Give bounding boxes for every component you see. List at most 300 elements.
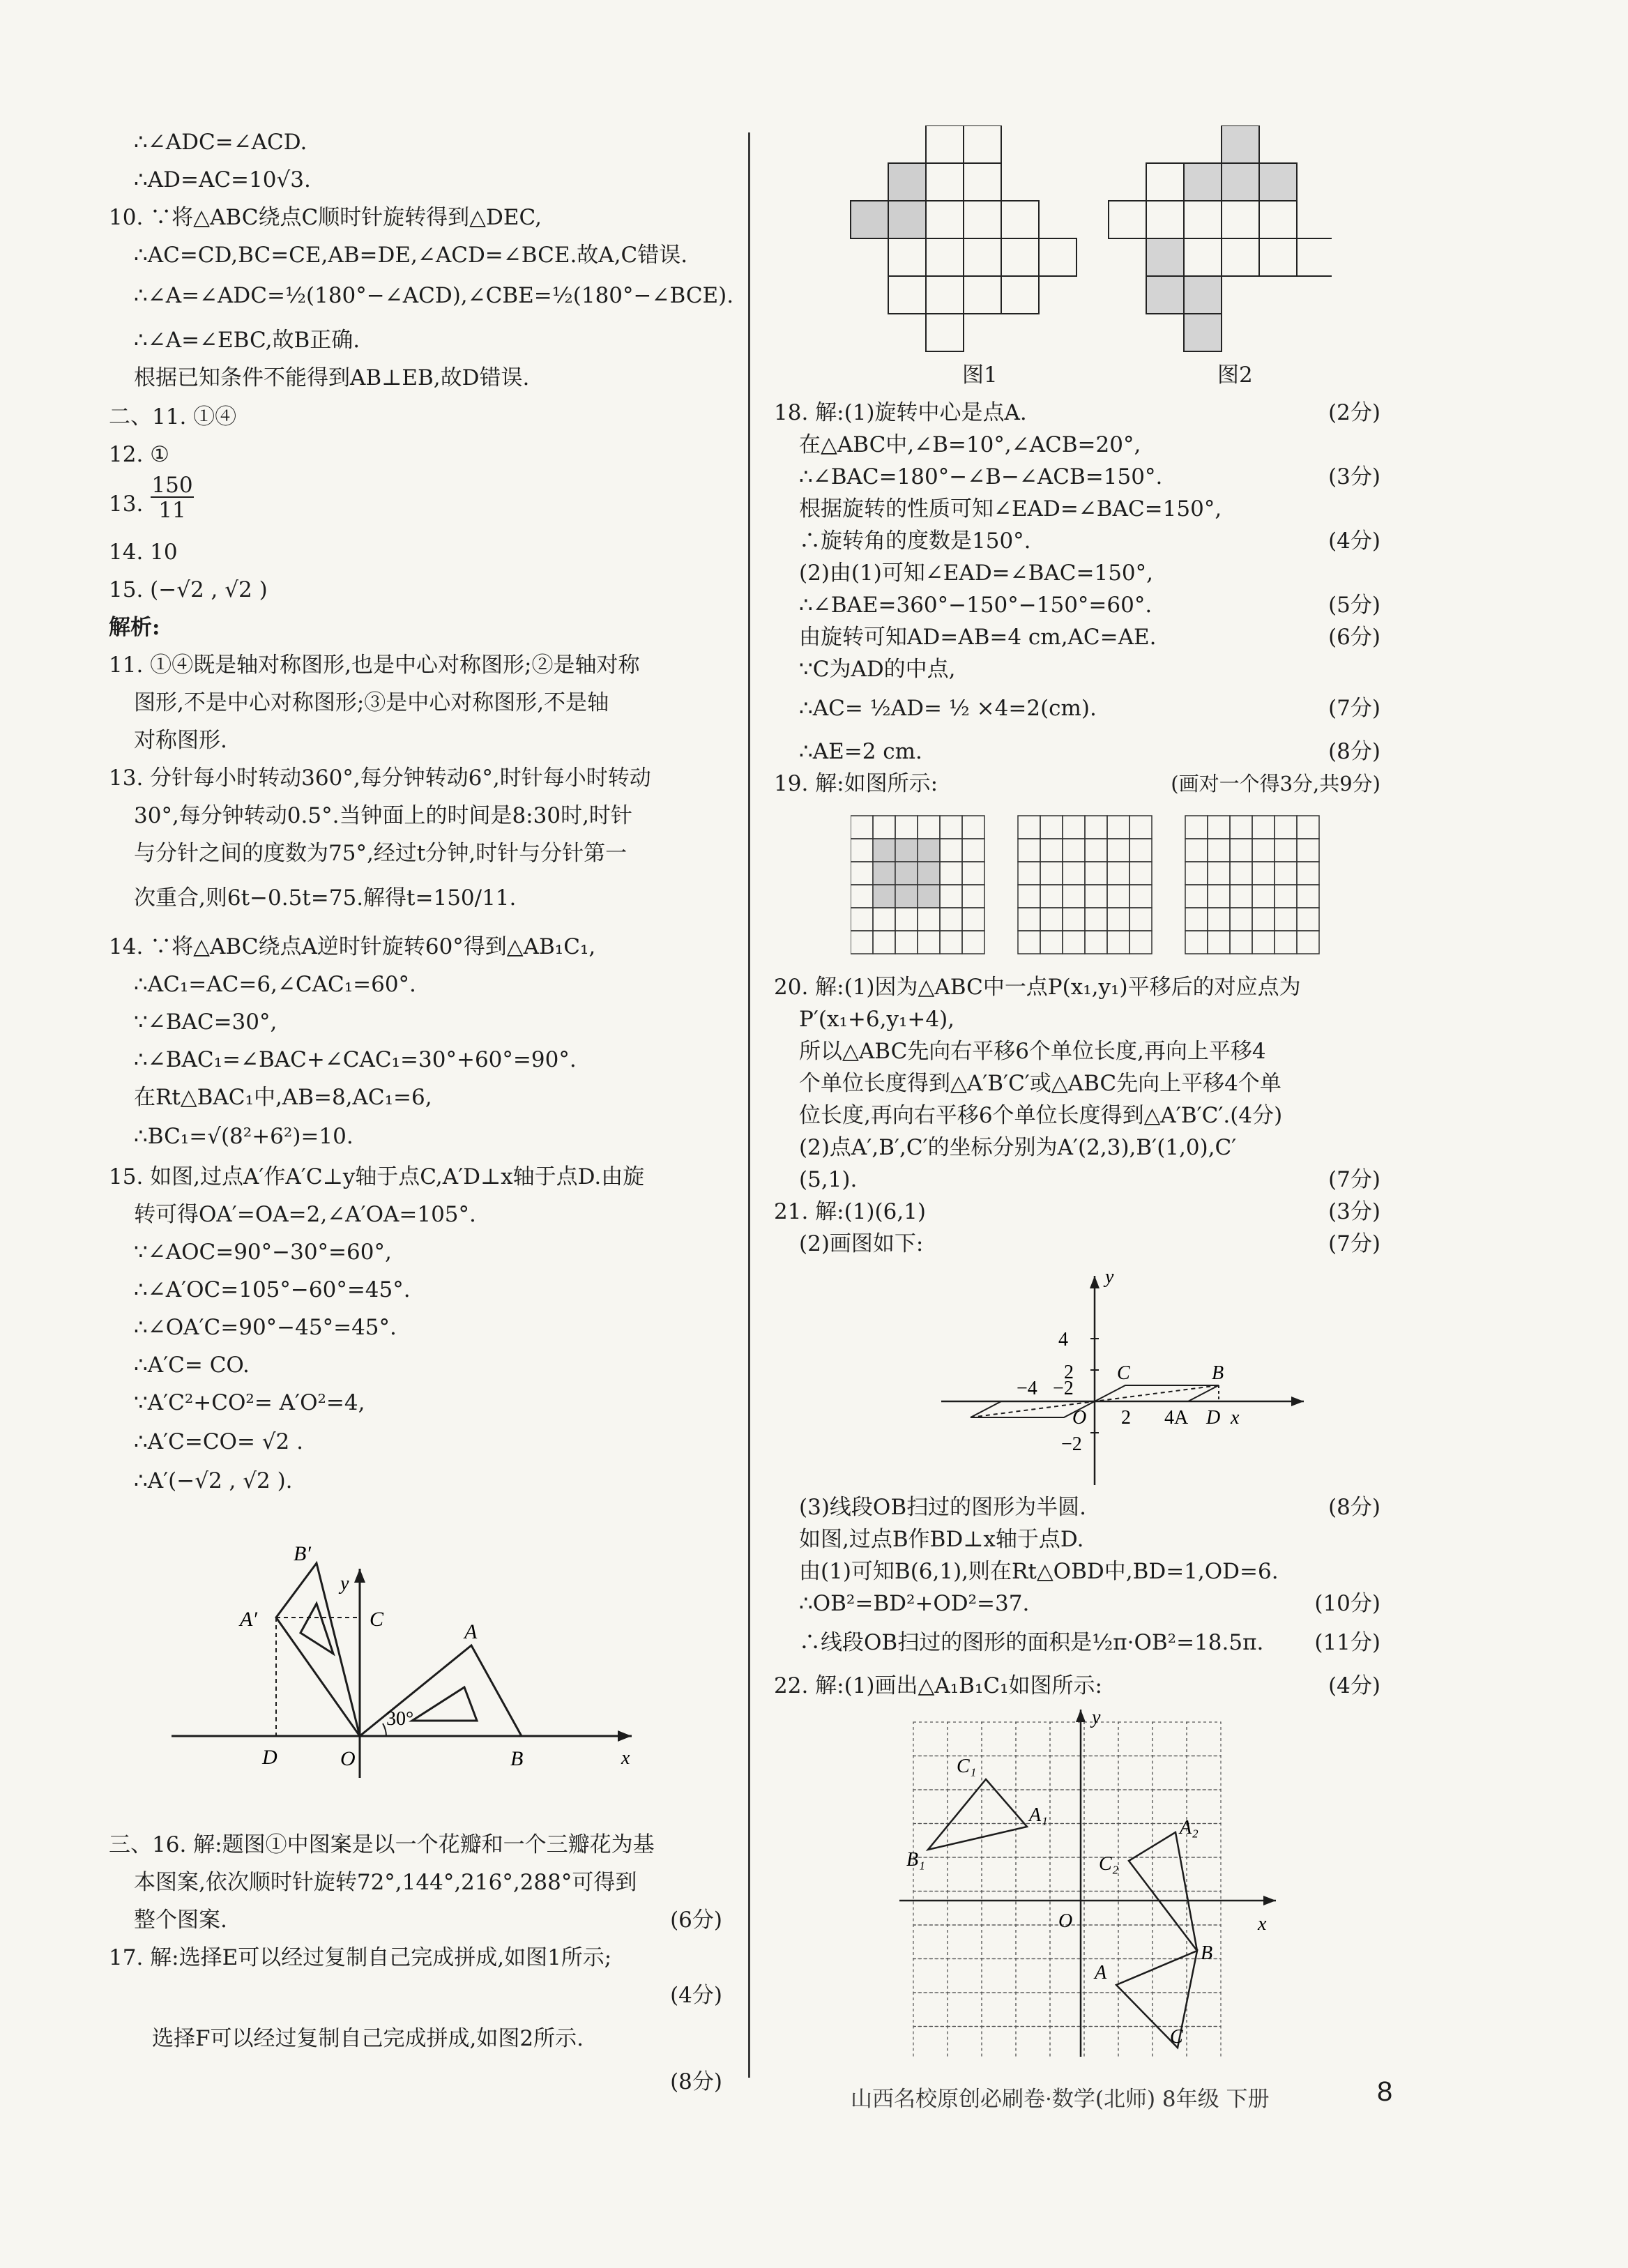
- grid-cell: [913, 1756, 948, 1790]
- grid-cell: [1040, 908, 1063, 931]
- grid-cell: [895, 931, 918, 954]
- grid-cell: [1146, 163, 1184, 201]
- grid-cell: [1107, 862, 1129, 885]
- q21-coordinate-figure: [913, 1262, 1332, 1492]
- grid-cell: [1016, 1993, 1050, 2027]
- grid-cell: [1039, 238, 1077, 276]
- label-d: D: [262, 1746, 277, 1769]
- grid-cell: [1107, 908, 1129, 931]
- grid-cell: [1001, 201, 1039, 238]
- text-line: ∴AD=AC=10√3.: [134, 167, 311, 192]
- column-divider: [748, 132, 750, 2078]
- q22-grid-figure: [899, 1708, 1290, 2057]
- grid-cell: [913, 1925, 948, 1959]
- grid-cell: [895, 839, 918, 862]
- grid-cell: [1063, 816, 1085, 839]
- x-axis-arrow: [618, 1730, 632, 1742]
- grid-cell: [1050, 2027, 1084, 2057]
- grid-cell: [1050, 1722, 1084, 1756]
- text-line: 18. 解:(1)旋转中心是点A.: [774, 400, 1027, 425]
- grid-cell: [1001, 238, 1039, 276]
- text-line: ∴∠BAC=180°−∠B−∠ACB=150°.: [799, 464, 1163, 489]
- grid-cell: [1208, 931, 1230, 954]
- grid-cell: [1222, 238, 1259, 276]
- grid-cell: [895, 908, 918, 931]
- grid-cell: [895, 816, 918, 839]
- text-line: 11. ①④既是轴对称图形,也是中心对称图形;②是轴对称: [109, 653, 640, 678]
- grid-cell: [1297, 839, 1319, 862]
- text-line: 个单位长度得到△A′B′C′或△ABC先向上平移4个单: [799, 1071, 1281, 1096]
- score: (2分): [1328, 400, 1380, 425]
- label-y: y: [340, 1573, 349, 1595]
- label-x: x: [1258, 1913, 1267, 1935]
- label-y: y: [1105, 1266, 1114, 1288]
- grid-cell: [1152, 1959, 1187, 1993]
- grid-cell: [1185, 839, 1208, 862]
- grid-cell: [873, 862, 895, 885]
- y-axis-arrow: [1076, 1710, 1086, 1722]
- grid-cell: [918, 862, 940, 885]
- grid-cell: [948, 1959, 982, 1993]
- grid-cell: [1185, 816, 1208, 839]
- text-line: (5,1).: [799, 1167, 858, 1192]
- grid-cell: [1018, 931, 1040, 954]
- grid-cell: [1050, 1959, 1084, 1993]
- score: (7分): [1328, 1167, 1380, 1192]
- text-line: ∵∠AOC=90°−30°=60°,: [134, 1240, 392, 1265]
- grid-cell: [1185, 862, 1208, 885]
- text-line: 对称图形.: [134, 728, 227, 753]
- score: (画对一个得3分,共9分): [1171, 772, 1380, 796]
- text-line: ∴OB²=BD²+OD²=37.: [799, 1591, 1030, 1616]
- grid-cell: [1208, 839, 1230, 862]
- grid-cell: [1275, 908, 1297, 931]
- grid-cell: [982, 1722, 1016, 1756]
- grid-cell: [1184, 276, 1222, 314]
- grid-cell: [918, 931, 940, 954]
- grid-cell: [1297, 862, 1319, 885]
- text-line: ∴∠BAC₁=∠BAC+∠CAC₁=30°+60°=90°.: [134, 1047, 577, 1072]
- grid-cell: [940, 931, 962, 954]
- grid-cell: [982, 1857, 1016, 1892]
- score: (10分): [1314, 1591, 1380, 1616]
- label-a-prime: A′: [240, 1608, 257, 1631]
- grid-cell: [1297, 908, 1319, 931]
- text-line: 所以△ABC先向右平移6个单位长度,再向上平移4: [799, 1039, 1266, 1064]
- grid-cell: [851, 201, 888, 238]
- grid-cell: [982, 1959, 1016, 1993]
- grid-cell: [1084, 1824, 1118, 1858]
- grid-cell: [948, 1925, 982, 1959]
- grid-cell: [948, 1722, 982, 1756]
- grid-cell: [1016, 1722, 1050, 1756]
- grid-cell: [913, 1959, 948, 1993]
- grid-cell: [948, 1892, 982, 1926]
- grid-cell: [1184, 314, 1222, 351]
- text-line: P′(x₁+6,y₁+4),: [799, 1007, 955, 1032]
- grid-cell: [1129, 885, 1152, 908]
- grid-cell: [1109, 201, 1146, 238]
- figure-caption: 图1: [962, 363, 998, 388]
- grid-cell: [964, 125, 1001, 163]
- grid-cell: [1275, 931, 1297, 954]
- q19-grids: [851, 809, 1339, 962]
- text-line: 13.: [109, 492, 144, 517]
- text-line: (2)点A′,B′,C′的坐标分别为A′(2,3),B′(1,0),C′: [799, 1135, 1237, 1160]
- grid-cell: [1252, 839, 1275, 862]
- text-line: 三、16. 解:题图①中图案是以一个花瓣和一个三瓣花为基: [109, 1832, 655, 1857]
- grid-cell: [1184, 238, 1222, 276]
- grid-cell: [1085, 885, 1107, 908]
- x-axis-arrow: [1291, 1396, 1304, 1406]
- grid-cell: [888, 276, 926, 314]
- score: (8分): [670, 2069, 722, 2094]
- text-line: ∵∠BAC=30°,: [134, 1010, 277, 1035]
- grid-cell: [948, 1993, 982, 2027]
- grid-cell: [913, 2027, 948, 2057]
- grid-cell: [1297, 238, 1332, 276]
- grid-cell: [1084, 1925, 1118, 1959]
- grid-cell: [962, 885, 984, 908]
- grid-cell: [1259, 201, 1297, 238]
- grid-cell: [1146, 238, 1184, 276]
- grid-cell: [873, 839, 895, 862]
- grid-cell: [873, 908, 895, 931]
- triangle-abc: [1116, 1951, 1197, 2048]
- grid-cell: [1063, 931, 1085, 954]
- grid-cell: [918, 839, 940, 862]
- grid-cell: [1084, 2027, 1118, 2057]
- grid-cell: [1230, 931, 1252, 954]
- grid-cell: [1118, 1959, 1152, 1993]
- grid-cell: [1050, 1857, 1084, 1892]
- grid-cell: [851, 862, 873, 885]
- score: (7分): [1328, 696, 1380, 721]
- grid-cell: [851, 931, 873, 954]
- grid-cell: [1018, 839, 1040, 862]
- label-a2: A₂: [1180, 1817, 1199, 1839]
- grid-cell: [926, 276, 964, 314]
- grid-cell: [1107, 931, 1129, 954]
- grid-cell: [1050, 1756, 1084, 1790]
- grid-cell: [1222, 201, 1259, 238]
- text-line: ∴AC= ½AD= ½ ×4=2(cm).: [799, 696, 1097, 721]
- text-line: 14. ∵将△ABC绕点A逆时针旋转60°得到△AB₁C₁,: [109, 934, 596, 959]
- grid-cell: [1084, 1993, 1118, 2027]
- text-line: 根据旋转的性质可知∠EAD=∠BAC=150°,: [799, 496, 1222, 522]
- grid-cell: [982, 1892, 1016, 1926]
- grid-cell: [1118, 1824, 1152, 1858]
- grid-cell: [1016, 1892, 1050, 1926]
- label-d: D: [1206, 1407, 1221, 1429]
- text-line: ∵C为AD的中点,: [799, 657, 956, 682]
- text-line: 19. 解:如图所示:: [774, 771, 938, 796]
- grid-2: [1018, 816, 1152, 954]
- grid-cell: [1252, 862, 1275, 885]
- grid-cell: [1050, 1824, 1084, 1858]
- grid-cell: [1152, 1993, 1187, 2027]
- text-line: 10. ∵将△ABC绕点C顺时针旋转得到△DEC,: [109, 205, 542, 230]
- label-c2: C₂: [1099, 1853, 1119, 1875]
- grid-cell: [851, 885, 873, 908]
- grid-cell: [1129, 862, 1152, 885]
- grid-cell: [1275, 816, 1297, 839]
- score: (11分): [1314, 1630, 1380, 1655]
- text-line: 在△ABC中,∠B=10°,∠ACB=20°,: [799, 432, 1141, 457]
- grid-cell: [888, 201, 926, 238]
- text-line: 17. 解:选择E可以经过复制自己完成拼成,如图1所示;: [109, 1945, 612, 1970]
- label-b-prime: B′: [294, 1542, 311, 1565]
- grid-cell: [1146, 276, 1184, 314]
- text-line: 21. 解:(1)(6,1): [774, 1199, 926, 1224]
- grid-cell: [1187, 1993, 1221, 2027]
- grid-cell: [1259, 238, 1297, 276]
- triangle-original-inner: [412, 1687, 477, 1721]
- grid-cell: [1275, 839, 1297, 862]
- grid-cell: [1063, 908, 1085, 931]
- text-line: ∴∠ADC=∠ACD.: [134, 130, 307, 155]
- grid-cell: [1187, 1722, 1221, 1756]
- grid-cell: [1129, 816, 1152, 839]
- text-line: 15. 如图,过点A′作A′C⊥y轴于点C,A′D⊥x轴于点D.由旋: [109, 1164, 645, 1189]
- grid-cell: [1016, 1959, 1050, 1993]
- text-line: ∴A′C= CO.: [134, 1353, 250, 1378]
- text-line: ∴A′(−√2 , √2 ).: [134, 1468, 293, 1493]
- grid-cell: [1222, 125, 1259, 163]
- text-line: 二、11. ①④: [109, 404, 237, 429]
- grid-cell: [962, 931, 984, 954]
- grid-cell: [940, 839, 962, 862]
- grid-cell: [1016, 1756, 1050, 1790]
- text-line: 转可得OA′=OA=2,∠A′OA=105°.: [134, 1202, 476, 1227]
- grid-cell: [1040, 816, 1063, 839]
- grid-cell: [1001, 276, 1039, 314]
- grid-cell: [1040, 885, 1063, 908]
- grid-cell: [1275, 862, 1297, 885]
- score: (5分): [1328, 593, 1380, 618]
- grid-cell: [964, 163, 1001, 201]
- grid-cell: [1252, 885, 1275, 908]
- rotation-figure-q15: [165, 1506, 653, 1778]
- grid-cell: [1187, 1756, 1221, 1790]
- grid-cell: [1085, 931, 1107, 954]
- score: (4分): [670, 1983, 722, 2008]
- grid-cell: [1152, 1892, 1187, 1926]
- grid-cell: [913, 1993, 948, 2027]
- grid-cell: [1063, 862, 1085, 885]
- grid-cell: [1063, 839, 1085, 862]
- text-line: 图形,不是中心对称图形;③是中心对称图形,不是轴: [134, 690, 609, 715]
- text-line: ∴∠A=∠ADC=½(180°−∠ACD),∠CBE=½(180°−∠BCE).: [134, 283, 734, 308]
- label-b: B: [1212, 1362, 1224, 1384]
- grid-cell: [982, 1925, 1016, 1959]
- text-line: ∴∠OA′C=90°−45°=45°.: [134, 1315, 397, 1340]
- score: (8分): [1328, 739, 1380, 764]
- text-line: 22. 解:(1)画出△A₁B₁C₁如图所示:: [774, 1673, 1102, 1698]
- label-x-4-a: 4A: [1164, 1407, 1189, 1429]
- text-line: (2)画图如下:: [799, 1231, 924, 1256]
- grid-cell: [1084, 1722, 1118, 1756]
- grid-cell: [918, 908, 940, 931]
- grid-cell: [926, 125, 964, 163]
- label-b1: B₁: [906, 1849, 925, 1871]
- section-heading: 解析:: [109, 615, 160, 640]
- score: (4分): [1328, 1673, 1380, 1698]
- label-a: A: [464, 1620, 478, 1643]
- text-line: ∴∠A′OC=105°−60°=45°.: [134, 1277, 411, 1302]
- score: (3分): [1328, 1199, 1380, 1224]
- label-o: O: [1058, 1910, 1073, 1932]
- grid-cell: [1018, 862, 1040, 885]
- score: (6分): [1328, 625, 1380, 650]
- grid-cell: [1107, 839, 1129, 862]
- label-y-4: 4: [1058, 1329, 1068, 1350]
- text-line: ∴A′C=CO= √2 .: [134, 1429, 303, 1454]
- grid-cell: [1297, 931, 1319, 954]
- grid-cell: [962, 862, 984, 885]
- text-line: (3)线段OB扫过的图形为半圆.: [799, 1495, 1086, 1520]
- text-line: ∴∠A=∠EBC,故B正确.: [134, 328, 360, 353]
- grid-cell: [1016, 2027, 1050, 2057]
- label-neg-2: −2: [1053, 1378, 1074, 1399]
- x-axis-arrow: [1263, 1896, 1276, 1905]
- label-x: x: [1231, 1407, 1240, 1429]
- grid-cell: [1275, 885, 1297, 908]
- grid-cell: [1152, 1756, 1187, 1790]
- score: (7分): [1328, 1231, 1380, 1256]
- triangle-original: [360, 1645, 522, 1736]
- grid-cell: [1230, 885, 1252, 908]
- grid-cell: [982, 1756, 1016, 1790]
- grid-cell: [1118, 1892, 1152, 1926]
- text-line: 由(1)可知B(6,1),则在Rt△OBD中,BD=1,OD=6.: [799, 1559, 1279, 1584]
- grid-cell: [1259, 163, 1297, 201]
- grid-cell: [1085, 839, 1107, 862]
- grid-cell: [913, 1892, 948, 1926]
- grid-cell: [913, 1722, 948, 1756]
- grid-cell: [1107, 885, 1129, 908]
- grid-cell: [918, 885, 940, 908]
- figure-1-tiles: [851, 125, 1077, 351]
- figure-caption: 图2: [1217, 363, 1253, 388]
- text-line: 14. 10: [109, 540, 178, 565]
- label-b: B: [510, 1747, 524, 1770]
- grid-cell: [1085, 862, 1107, 885]
- label-b: B: [1201, 1942, 1213, 1964]
- text-line: 整个图案.: [134, 1908, 227, 1933]
- grid-cell: [1222, 163, 1259, 201]
- grid-cell: [1118, 1790, 1152, 1824]
- text-line: ∴AC=CD,BC=CE,AB=DE,∠ACD=∠BCE.故A,C错误.: [134, 243, 688, 268]
- grid-cell: [1016, 1925, 1050, 1959]
- grid-cell: [873, 885, 895, 908]
- grid-cell: [1085, 908, 1107, 931]
- grid-cell: [1018, 908, 1040, 931]
- grid-cell: [1118, 1722, 1152, 1756]
- grid-cell: [1040, 931, 1063, 954]
- grid-cell: [1208, 816, 1230, 839]
- y-axis-arrow: [354, 1569, 365, 1583]
- grid-cell: [873, 931, 895, 954]
- text-line: 次重合,则6t−0.5t=75.解得t=150/11.: [134, 885, 517, 911]
- text-line: 如图,过点B作BD⊥x轴于点D.: [799, 1527, 1084, 1552]
- grid-cell: [1084, 1756, 1118, 1790]
- label-a1: A₁: [1029, 1804, 1048, 1826]
- grid-cell: [1152, 1722, 1187, 1756]
- grid-cell: [1050, 1993, 1084, 2027]
- text-line: 与分针之间的度数为75°,经过t分钟,时针与分针第一: [134, 841, 627, 866]
- label-o: O: [340, 1747, 356, 1770]
- grid-cell: [1129, 839, 1152, 862]
- fraction-numerator: 150: [151, 473, 193, 498]
- text-line: 30°,每分钟转动0.5°.当钟面上的时间是8:30时,时针: [134, 803, 632, 828]
- text-line: 由旋转可知AD=AB=4 cm,AC=AE.: [799, 625, 1157, 650]
- grid-cell: [1252, 816, 1275, 839]
- text-line: ∴AC₁=AC=6,∠CAC₁=60°.: [134, 972, 416, 997]
- text-line: ∴∠BAE=360°−150°−150°=60°.: [799, 593, 1152, 618]
- text-line: ∴线段OB扫过的图形的面积是½π·OB²=18.5π.: [799, 1630, 1264, 1655]
- grid-3: [1185, 816, 1319, 954]
- grid-cell: [888, 163, 926, 201]
- label-c: C: [1170, 2026, 1183, 2048]
- grid-cell: [1018, 885, 1040, 908]
- grid-cell: [926, 201, 964, 238]
- grid-cell: [964, 276, 1001, 314]
- text-line: 15. (−√2 , √2 ): [109, 577, 268, 602]
- grid-cell: [1018, 816, 1040, 839]
- label-x-2: 2: [1121, 1407, 1131, 1429]
- tile-figures: [844, 125, 1332, 404]
- text-line: 位长度,再向右平移6个单位长度得到△A′B′C′.(4分): [799, 1103, 1283, 1128]
- grid-cell: [1187, 1857, 1221, 1892]
- label-c: C: [1117, 1362, 1130, 1384]
- grid-cell: [926, 238, 964, 276]
- grid-cell: [982, 2027, 1016, 2057]
- grid-cell: [940, 816, 962, 839]
- grid-cell: [1184, 201, 1222, 238]
- grid-cell: [1208, 908, 1230, 931]
- grid-cell: [1107, 816, 1129, 839]
- label-x: x: [621, 1747, 630, 1769]
- text-line: ∴旋转角的度数是150°.: [799, 528, 1031, 554]
- y-axis-arrow: [1090, 1276, 1100, 1288]
- text-line: 选择F可以经过复制自己完成拼成,如图2所示.: [152, 2026, 584, 2051]
- grid-cell: [1230, 908, 1252, 931]
- grid-cell: [962, 839, 984, 862]
- text-line: ∵A′C²+CO²= A′O²=4,: [134, 1390, 365, 1415]
- grid-cell: [1016, 1857, 1050, 1892]
- figure-2-tiles: [1109, 125, 1332, 351]
- grid-cell: [1040, 862, 1063, 885]
- grid-cell: [962, 908, 984, 931]
- grid-cell: [895, 885, 918, 908]
- text-line: 13. 分针每小时转动360°,每分钟转动6°,时针每小时转动: [109, 766, 651, 791]
- label-y-neg-2: −2: [1061, 1433, 1082, 1455]
- label-angle: 30°: [386, 1708, 414, 1730]
- grid-cell: [940, 885, 962, 908]
- grid-cell: [1187, 2027, 1221, 2057]
- text-line: 在Rt△BAC₁中,AB=8,AC₁=6,: [134, 1085, 432, 1110]
- grid-cell: [873, 816, 895, 839]
- grid-cell: [1085, 816, 1107, 839]
- score: (3分): [1328, 464, 1380, 489]
- grid-cell: [1208, 862, 1230, 885]
- grid-cell: [948, 2027, 982, 2057]
- label-c1: C₁: [957, 1756, 977, 1777]
- label-c: C: [370, 1608, 384, 1631]
- grid-cell: [1184, 163, 1222, 201]
- grid-cell: [1185, 931, 1208, 954]
